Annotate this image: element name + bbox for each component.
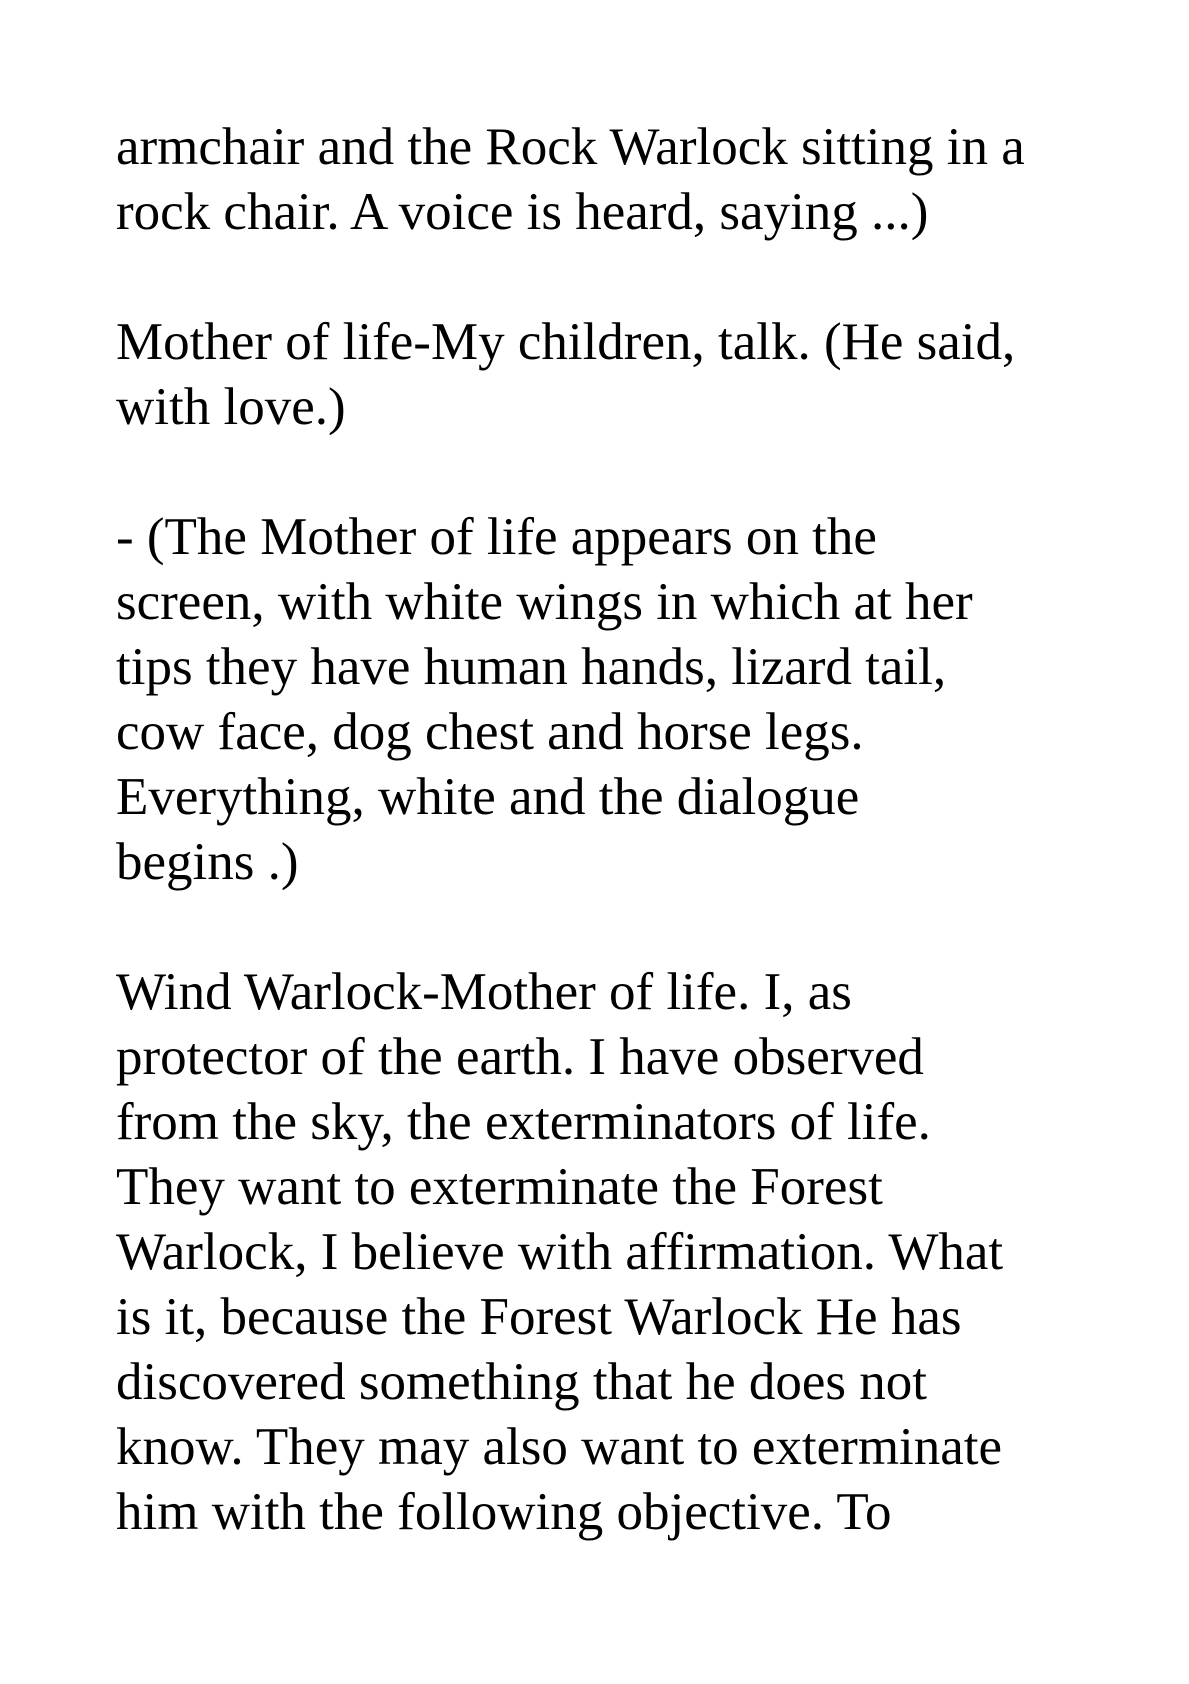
text-line: Wind Warlock-Mother of life. I, as — [116, 963, 852, 1021]
text-line: with love.) — [116, 378, 346, 436]
text-line: Everything, white and the dialogue — [116, 768, 860, 826]
text-line: from the sky, the exterminators of life. — [116, 1093, 931, 1151]
text-line: protector of the earth. I have observed — [116, 1028, 924, 1086]
text-line: armchair and the Rock Warlock sitting in a — [116, 118, 1025, 176]
text-line: is it, because the Forest Warlock He has — [116, 1288, 962, 1346]
text-line: - (The Mother of life appears on the — [116, 508, 877, 566]
paragraph-stage-direction — [116, 505, 1089, 895]
text-line: discovered something that he does not — [116, 1353, 928, 1411]
text-line: him with the following objective. To — [116, 1483, 892, 1541]
text-line: screen, with white wings in which at her — [116, 573, 973, 631]
text-line: tips they have human hands, lizard tail, — [116, 638, 947, 696]
paragraph-scene-description — [116, 115, 1089, 245]
paragraph-mother-of-life-dialogue — [116, 310, 1089, 440]
text-line: Warlock, I believe with affirmation. What — [116, 1223, 1004, 1281]
text-line: Mother of life-My children, talk. (He said, — [116, 313, 1016, 371]
text-line: rock chair. A voice is heard, saying ...) — [116, 183, 929, 241]
text-line: know. They may also want to exterminate — [116, 1418, 1003, 1476]
text-line: cow face, dog chest and horse legs. — [116, 703, 864, 761]
text-line: begins .) — [116, 833, 299, 891]
paragraph-wind-warlock-dialogue — [116, 960, 1089, 1545]
text-line: They want to exterminate the Forest — [116, 1158, 883, 1216]
